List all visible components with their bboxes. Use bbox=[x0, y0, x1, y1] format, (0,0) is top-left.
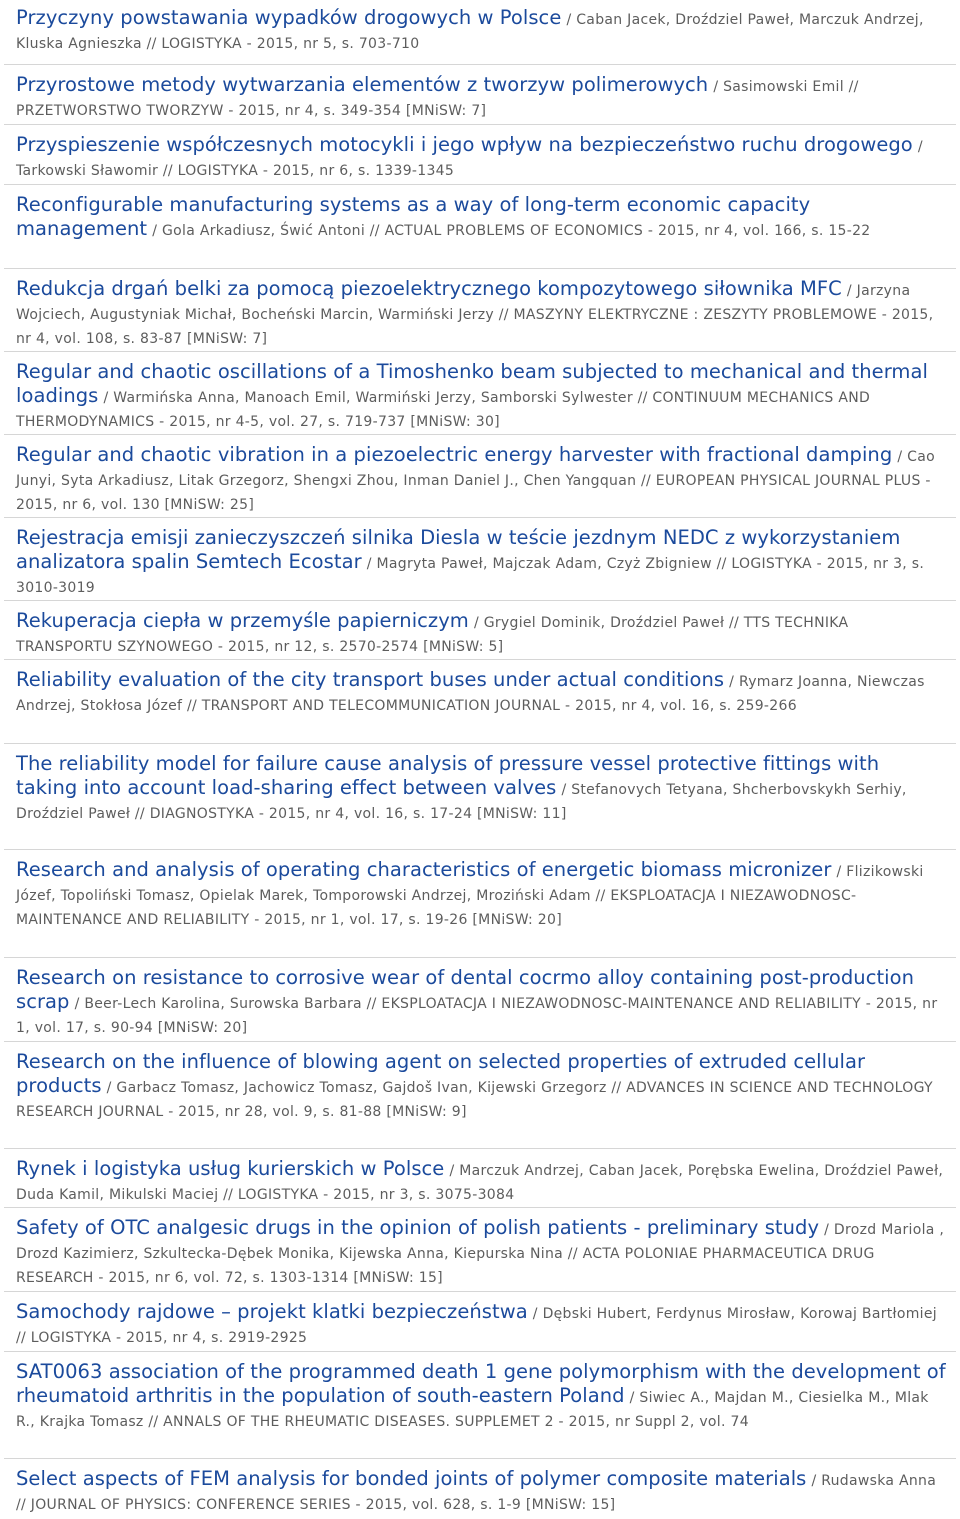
publication-entry bbox=[4, 1352, 956, 1459]
publication-entry bbox=[4, 518, 956, 601]
publication-entry bbox=[4, 1292, 956, 1352]
publication-details: / Jarzyna Wojciech, Augustyniak Michał, Bocheński Marcin, Warmiński Jerzy // MASZYNY ELEKTRYCZNE : ZESZYTY PROBLEMOWE - 2015, nr 4, vol. 108, s. 83-87 [MNiSW: 7] bbox=[16, 283, 934, 347]
publication-entry bbox=[4, 1208, 956, 1292]
publication-title-link[interactable]: Research on resistance to corrosive wear of dental cocrmo alloy containing post-production scrap bbox=[16, 966, 915, 1013]
publication-entry bbox=[4, 269, 956, 352]
publication-details: / Grygiel Dominik, Droździel Paweł // TTS TECHNIKA TRANSPORTU SZYNOWEGO - 2015, nr 12, s. 2570-2574 [MNiSW: 5] bbox=[16, 615, 849, 655]
publication-title-link[interactable]: Reliability evaluation of the city transport buses under actual conditions bbox=[16, 668, 725, 691]
publication-details: / Magryta Paweł, Majczak Adam, Czyż Zbigniew // LOGISTYKA - 2015, nr 3, s. 3010-3019 bbox=[16, 556, 925, 596]
publication-details: / Beer-Lech Karolina, Surowska Barbara // EKSPLOATACJA I NIEZAWODNOSC-MAINTENANCE AND RELIABILITY - 2015, nr 1, vol. 17, s. 90-94 [MNiSW: 20] bbox=[16, 996, 938, 1036]
publication-details: / Flizikowski Józef, Topoliński Tomasz, Opielak Marek, Tomporowski Andrzej, Mroziński Adam // EKSPLOATACJA I NIEZAWODNOSC-MAINTENANCE AND RELIABILITY - 2015, nr 1, vol. 17, s. 19-26 [MNiSW: 20] bbox=[16, 864, 924, 928]
publication-title-link[interactable]: Select aspects of FEM analysis for bonded joints of polymer composite materials bbox=[16, 1467, 807, 1490]
publication-details: / Caban Jacek, Droździel Paweł, Marczuk Andrzej, Kluska Agnieszka // LOGISTYKA - 2015, nr 5, s. 703-710 bbox=[16, 12, 924, 52]
publication-title-link[interactable]: Research and analysis of operating characteristics of energetic biomass micronizer bbox=[16, 858, 832, 881]
publication-title-link[interactable]: Reconfigurable manufacturing systems as a way of long-term economic capacity management bbox=[16, 193, 811, 240]
publication-entry bbox=[4, 1459, 956, 1519]
publication-title-link[interactable]: Safety of OTC analgesic drugs in the opinion of polish patients - preliminary study bbox=[16, 1216, 820, 1239]
publication-title-link[interactable]: The reliability model for failure cause analysis of pressure vessel protective fittings with taking into account load-sharing effect between valves bbox=[16, 752, 880, 799]
publication-entry bbox=[4, 660, 956, 744]
publication-details: / Cao Junyi, Syta Arkadiusz, Litak Grzegorz, Shengxi Zhou, Inman Daniel J., Chen Yangquan // EUROPEAN PHYSICAL JOURNAL PLUS - 2015, nr 6, vol. 130 [MNiSW: 25] bbox=[16, 449, 935, 513]
publication-title-link[interactable]: Redukcja drgań belki za pomocą piezoelektrycznego kompozytowego siłownika MFC bbox=[16, 277, 842, 300]
publication-entry bbox=[4, 435, 956, 518]
publication-entry bbox=[4, 1042, 956, 1149]
publication-details: / Garbacz Tomasz, Jachowicz Tomasz, Gajdoš Ivan, Kijewski Grzegorz // ADVANCES IN SCIENCE AND TECHNOLOGY RESEARCH JOURNAL - 2015, nr 28, vol. 9, s. 81-88 [MNiSW: 9] bbox=[16, 1080, 933, 1120]
publication-title-link[interactable]: SAT0063 association of the programmed death 1 gene polymorphism with the development of rheumatoid arthritis in the population of south-eastern Poland bbox=[16, 1360, 946, 1407]
publication-details: / Sasimowski Emil // PRZETWORSTWO TWORZYW - 2015, nr 4, s. 349-354 [MNiSW: 7] bbox=[16, 79, 859, 119]
publication-title-link[interactable]: Przyrostowe metody wytwarzania elementów z tworzyw polimerowych bbox=[16, 73, 709, 96]
publication-details: / Dębski Hubert, Ferdynus Mirosław, Korowaj Bartłomiej // LOGISTYKA - 2015, nr 4, s. 2919-2925 bbox=[16, 1306, 937, 1346]
publication-entry bbox=[4, 6, 956, 65]
publication-details: / Tarkowski Sławomir // LOGISTYKA - 2015, nr 6, s. 1339-1345 bbox=[16, 139, 923, 179]
publication-details: / Rudawska Anna // JOURNAL OF PHYSICS: CONFERENCE SERIES - 2015, vol. 628, s. 1-9 [MNiSW: 15] bbox=[16, 1473, 937, 1513]
publication-entry bbox=[4, 744, 956, 850]
publication-title-link[interactable]: Przyczyny powstawania wypadków drogowych w Polsce bbox=[16, 6, 562, 29]
publication-details: / Siwiec A., Majdan M., Ciesielka M., Mlak R., Krajka Tomasz // ANNALS OF THE RHEUMATIC DISEASES. SUPPLEMET 2 - 2015, nr Suppl 2, vol. 74 bbox=[16, 1390, 929, 1430]
publication-title-link[interactable]: Regular and chaotic oscillations of a Timoshenko beam subjected to mechanical and thermal loadings bbox=[16, 360, 928, 407]
publication-title-link[interactable]: Rekuperacja ciepła w przemyśle papierniczym bbox=[16, 609, 469, 632]
publication-details: / Rymarz Joanna, Niewczas Andrzej, Stokłosa Józef // TRANSPORT AND TELECOMMUNICATION JOURNAL - 2015, nr 4, vol. 16, s. 259-266 bbox=[16, 674, 925, 714]
publication-title-link[interactable]: Przyspieszenie współczesnych motocykli i jego wpływ na bezpieczeństwo ruchu drogowego bbox=[16, 133, 913, 156]
publication-details: / Marczuk Andrzej, Caban Jacek, Porębska Ewelina, Droździel Paweł, Duda Kamil, Mikulski Maciej // LOGISTYKA - 2015, nr 3, s. 3075-3084 bbox=[16, 1163, 944, 1203]
publication-entry bbox=[4, 850, 956, 958]
publication-entry bbox=[4, 125, 956, 185]
publication-entry bbox=[4, 1149, 956, 1208]
publication-details: / Gola Arkadiusz, Świć Antoni // ACTUAL PROBLEMS OF ECONOMICS - 2015, nr 4, vol. 166, s. 15-22 bbox=[152, 223, 871, 239]
publication-title-link[interactable]: Regular and chaotic vibration in a piezoelectric energy harvester with fractional damping bbox=[16, 443, 893, 466]
publication-entry bbox=[4, 65, 956, 125]
publication-entry bbox=[4, 352, 956, 435]
publication-title-link[interactable]: Rejestracja emisji zanieczyszczeń silnika Diesla w teście jezdnym NEDC z wykorzystaniem analizatora spalin Semtech Ecostar bbox=[16, 526, 901, 573]
publication-entry bbox=[4, 601, 956, 660]
publication-title-link[interactable]: Samochody rajdowe – projekt klatki bezpieczeństwa bbox=[16, 1300, 528, 1323]
publication-entry bbox=[4, 185, 956, 269]
publication-entry bbox=[4, 958, 956, 1042]
publication-details: / Stefanovych Tetyana, Shcherbovskykh Serhiy, Droździel Paweł // DIAGNOSTYKA - 2015, nr 4, vol. 16, s. 17-24 [MNiSW: 11] bbox=[16, 782, 907, 822]
publication-details: / Warmińska Anna, Manoach Emil, Warmiński Jerzy, Samborski Sylwester // CONTINUUM MECHANICS AND THERMODYNAMICS - 2015, nr 4-5, vol. 27, s. 719-737 [MNiSW: 30] bbox=[16, 390, 871, 430]
publication-title-link[interactable]: Rynek i logistyka usług kurierskich w Polsce bbox=[16, 1157, 445, 1180]
publication-title-link[interactable]: Research on the influence of blowing agent on selected properties of extruded cellular products bbox=[16, 1050, 866, 1097]
publication-details: / Drozd Mariola , Drozd Kazimierz, Szkultecka-Dębek Monika, Kijewska Anna, Kiepurska Nina // ACTA POLONIAE PHARMACEUTICA DRUG RESEARCH - 2015, nr 6, vol. 72, s. 1303-1314 [MNiSW: 15] bbox=[16, 1222, 945, 1286]
